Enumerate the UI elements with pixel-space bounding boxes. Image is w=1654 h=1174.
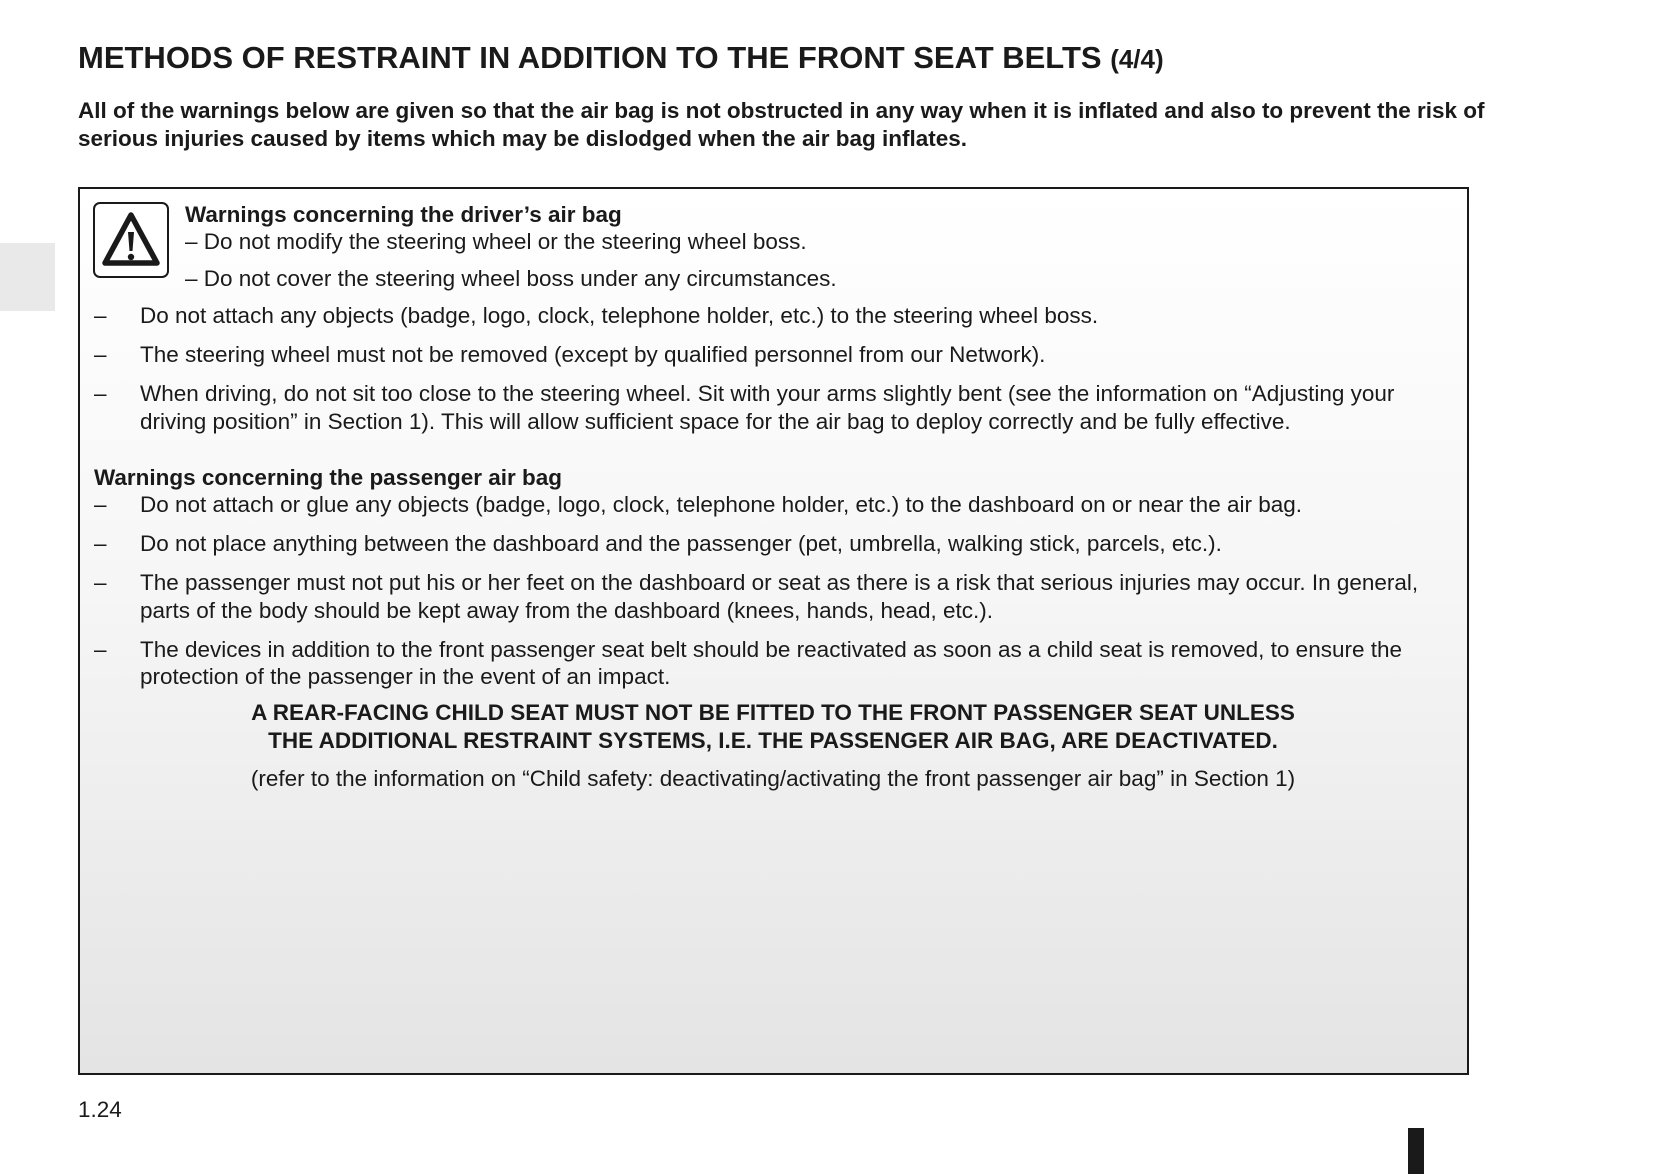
list-item-text: The passenger must not put his or her feet on the dashboard or seat as there is a risk that serious injuries may occur. In general, parts of the body should be kept away from the dashboard (knees, hands, head, etc.).	[140, 570, 1419, 623]
list-item-text: The steering wheel must not be removed (except by qualified personnel from our Network).	[140, 342, 1046, 367]
list-item	[94, 636, 1454, 691]
reference-note: (refer to the information on “Child safety: deactivating/activating the front passenger air bag” in Section 1)	[250, 766, 1296, 791]
list-item-text: Do not attach or glue any objects (badge, logo, clock, telephone holder, etc.) to the dashboard on or near the air bag.	[140, 492, 1303, 517]
driver-warning-line-2: – Do not cover the steering wheel boss under any circumstances.	[185, 266, 837, 291]
bullet-dash: –	[94, 636, 107, 662]
list-item-text: Do not place anything between the dashboard and the passenger (pet, umbrella, walking stick, parcels, etc.).	[140, 531, 1222, 556]
driver-airbag-heading: Warnings concerning the driver’s air bag	[185, 202, 622, 227]
bullet-dash: –	[94, 303, 107, 328]
list-item	[94, 530, 1454, 558]
list-item	[94, 380, 1454, 435]
page-title-text: METHODS OF RESTRAINT IN ADDITION TO THE FRONT SEAT BELTS	[78, 40, 1102, 75]
passenger-airbag-heading: Warnings concerning the passenger air bag	[94, 465, 563, 490]
child-seat-warning	[80, 699, 1466, 754]
intro-paragraph: All of the warnings below are given so that the air bag is not obstructed in any way when it is inflated and also to prevent the risk of serious injuries caused by items which may be dislodged when the air bag inflates.	[78, 98, 1485, 151]
child-seat-warning-line-1: A REAR-FACING CHILD SEAT MUST NOT BE FITTED TO THE FRONT PASSENGER SEAT UNLESS	[251, 700, 1295, 725]
list-item	[94, 341, 1454, 369]
warning-triangle-icon	[93, 202, 169, 278]
passenger-warning-list	[94, 491, 1454, 702]
bullet-dash: –	[94, 342, 107, 367]
bullet-dash: –	[94, 570, 107, 595]
child-seat-warning-line-2: THE ADDITIONAL RESTRAINT SYSTEMS, I.E. THE PASSENGER AIR BAG, ARE DEACTIVATED.	[268, 727, 1278, 753]
page-number: 1.24	[78, 1097, 122, 1122]
list-item	[94, 569, 1454, 624]
driver-warning-line-1: – Do not modify the steering wheel or the steering wheel boss.	[185, 229, 807, 254]
page-title	[78, 40, 1164, 76]
list-item	[94, 491, 1454, 519]
page-edge-marker	[1408, 1128, 1424, 1174]
bullet-dash: –	[94, 492, 107, 517]
list-item-text: Do not attach any objects (badge, logo, clock, telephone holder, etc.) to the steering wheel boss.	[140, 303, 1099, 328]
driver-warning-list	[94, 302, 1454, 447]
bullet-dash: –	[94, 531, 107, 556]
section-tab-marker	[0, 243, 55, 311]
bullet-dash: –	[94, 381, 107, 406]
page-title-part: (4/4)	[1110, 44, 1164, 74]
warning-box	[78, 187, 1469, 1075]
list-item-text: When driving, do not sit too close to the steering wheel. Sit with your arms slightly bent (see the information on “Adjusting your driving position” in Section 1). This will allow sufficient space for the air bag to deploy correctly and be fully effective.	[140, 381, 1395, 434]
list-item	[94, 302, 1454, 330]
list-item-text: The devices in addition to the front passenger seat belt should be reactivated as soon as a child seat is removed, to ensure the protection of the passenger in the event of an impact.	[140, 636, 1403, 689]
